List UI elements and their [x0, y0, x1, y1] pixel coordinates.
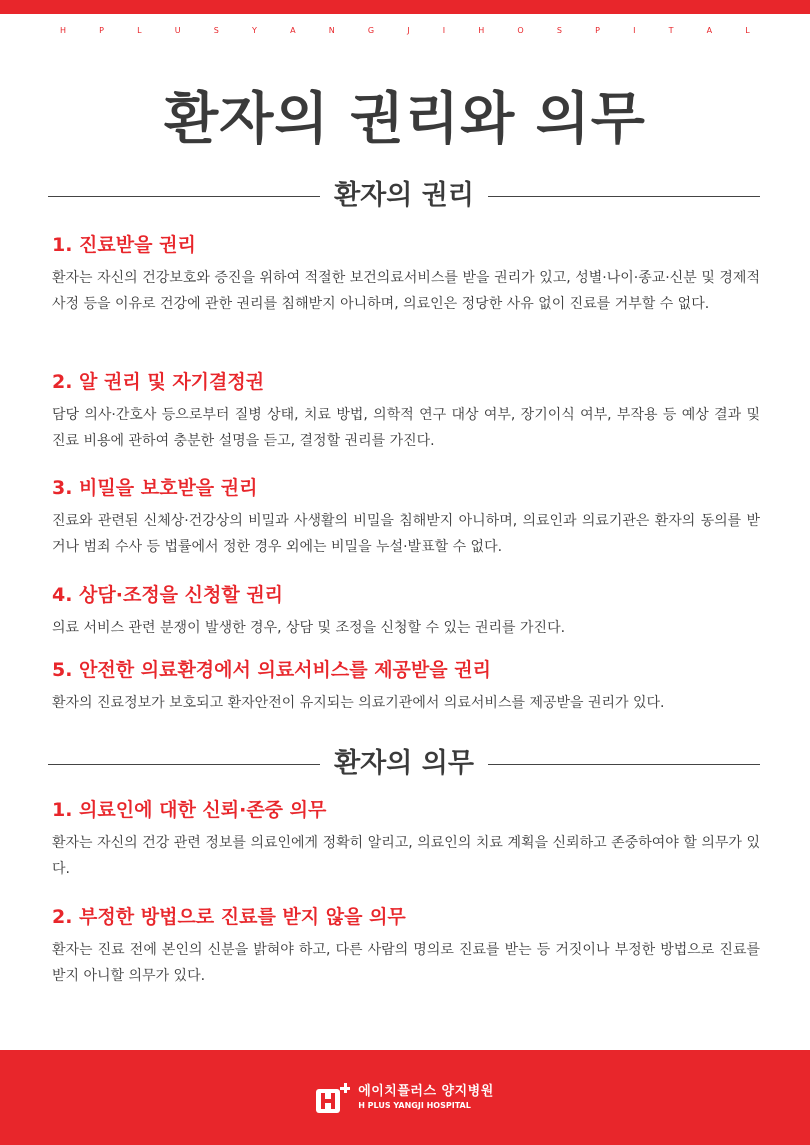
- footer-bar: [0, 1050, 810, 1145]
- heading-divider-left: [48, 196, 320, 197]
- tagline-letter: S: [213, 26, 219, 35]
- right-item-title: 1. 진료받을 권리: [52, 234, 196, 256]
- h-plus-logo-icon: [316, 1083, 350, 1113]
- tagline-letter: L: [745, 26, 750, 35]
- tagline-letter: H: [60, 26, 67, 35]
- tagline-letter: N: [328, 26, 335, 35]
- right-item-4: [52, 583, 760, 641]
- tagline-letter: T: [668, 26, 674, 35]
- duty-item-title: 2. 부정한 방법으로 진료를 받지 않을 의무: [52, 906, 406, 928]
- tagline-letter: I: [442, 26, 446, 35]
- duty-item-2: [52, 905, 760, 989]
- duties-heading-label: 환자의 의무: [334, 748, 474, 779]
- tagline-letter: O: [517, 26, 524, 35]
- rights-section-heading: [48, 176, 760, 216]
- top-accent-bar: [0, 0, 810, 14]
- tagline-letter: I: [633, 26, 636, 35]
- tagline-letter: S: [556, 26, 562, 35]
- right-item-title: 4. 상담·조정을 신청할 권리: [52, 584, 284, 606]
- hospital-logo: [316, 1083, 494, 1113]
- tagline-letter: A: [290, 26, 296, 35]
- right-item-body: 환자의 진료정보가 보호되고 환자안전이 유지되는 의료기관에서 의료서비스를 제공받을 권리가 있다.: [52, 695, 665, 711]
- tagline-letter: L: [137, 26, 142, 35]
- right-item-body: 의료 서비스 관련 분쟁이 발생한 경우, 상담 및 조정을 신청할 수 있는 권리를 가진다.: [52, 620, 566, 636]
- right-item-body: 환자는 자신의 건강보호와 증진을 위하여 적절한 보건의료서비스를 받을 권리가 있고, 성별·나이·종교·신분 및 경제적 사정 등을 이유로 건강에 관한 권리를 침해받지 아니하며, 의료인은 정당한 사유 없이 진료를 거부할 수 없다.: [52, 270, 760, 312]
- rights-heading-label: 환자의 권리: [334, 180, 474, 211]
- duty-item-body: 환자는 진료 전에 본인의 신분을 밝혀야 하고, 다른 사람의 명의로 진료를 받는 등 거짓이나 부정한 방법으로 진료를 받지 아니할 의무가 있다.: [52, 942, 760, 984]
- right-item-title: 2. 알 권리 및 자기결정권: [52, 371, 265, 393]
- hospital-tagline: [60, 24, 750, 38]
- right-item-title: 3. 비밀을 보호받을 권리: [52, 477, 258, 499]
- heading-divider-right: [488, 196, 760, 197]
- tagline-letter: Y: [252, 26, 257, 35]
- tagline-letter: P: [595, 26, 600, 35]
- right-item-title: 5. 안전한 의료환경에서 의료서비스를 제공받을 권리: [52, 659, 491, 681]
- right-item-5: [52, 658, 760, 716]
- right-item-body: 진료와 관련된 신체상·건강상의 비밀과 사생활의 비밀을 침해받지 아니하며, 의료인과 의료기관은 환자의 동의를 받거나 범죄 수사 등 법률에서 정한 경우 외에는 비밀을 누설·발표할 수 없다.: [52, 513, 760, 555]
- tagline-letter: G: [367, 26, 375, 35]
- tagline-letter: A: [706, 26, 713, 35]
- duty-item-title: 1. 의료인에 대한 신뢰·존중 의무: [52, 799, 327, 821]
- hospital-name: [358, 1084, 494, 1111]
- tagline-letter: U: [174, 26, 181, 35]
- right-item-3: [52, 476, 760, 560]
- heading-divider-left: [48, 764, 320, 765]
- heading-divider-right: [488, 764, 760, 765]
- page-title: 환자의 권리와 의무: [164, 87, 646, 152]
- right-item-body: 담당 의사·간호사 등으로부터 질병 상태, 치료 방법, 의학적 연구 대상 여부, 장기이식 여부, 부작용 등 예상 결과 및 진료 비용에 관하여 충분한 설명을 듣고, 결정할 권리를 가진다.: [52, 407, 760, 449]
- tagline-letter: P: [99, 26, 104, 35]
- tagline-letter: H: [478, 26, 485, 35]
- duty-item-body: 환자는 자신의 건강 관련 정보를 의료인에게 정확히 알리고, 의료인의 치료 계획을 신뢰하고 존중하여야 할 의무가 있다.: [52, 835, 760, 877]
- tagline-letter: J: [407, 26, 410, 35]
- hospital-name-english: H PLUS YANGJI HOSPITAL: [358, 1101, 471, 1110]
- hospital-name-korean: 에이치플러스 양지병원: [358, 1084, 494, 1099]
- duties-section-heading: [48, 744, 760, 784]
- right-item-2: [52, 370, 760, 454]
- duty-item-1: [52, 798, 760, 882]
- right-item-1: [52, 233, 760, 317]
